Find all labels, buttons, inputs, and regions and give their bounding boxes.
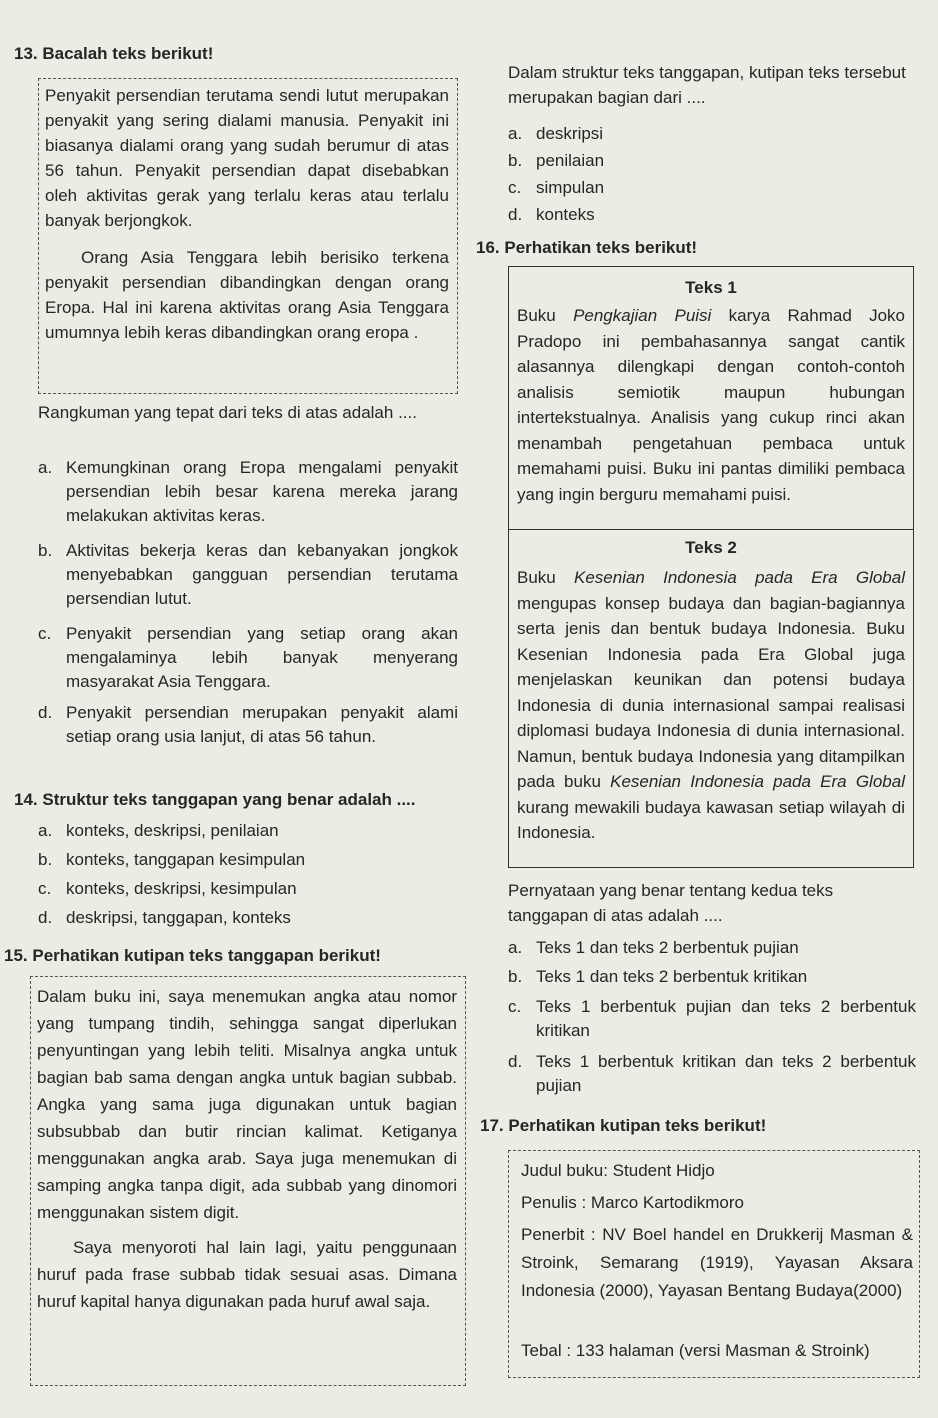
q13-passage (45, 83, 449, 345)
q14-option-b[interactable] (38, 848, 458, 872)
q15-option-b-label: b. (508, 151, 523, 170)
q14-option-c[interactable] (38, 877, 458, 901)
q16-teks1-part2: karya Rahmad Joko Pradopo ini pembahasannya sangat cantik alasannya dilengkapi dengan contoh-contoh analisis semiotik maupun hubungan intertekstualnya. Analisis yang cukup rinci akan menambah pengetahuan pembaca untuk memahami puisi. Buku ini pantas dimiliki pembaca yang ingin berguru memahami puisi. (517, 306, 905, 504)
q17-citation-line-2: Penulis : Marco Kartodikmoro (521, 1193, 744, 1212)
q16-option-a[interactable] (508, 936, 916, 960)
q14-option-d-label: d. (38, 908, 53, 927)
q13-option-c-label: c. (38, 624, 52, 643)
q14-option-b-text: konteks, tanggapan kesimpulan (66, 850, 306, 869)
q15-option-c[interactable] (508, 176, 908, 200)
q15-title: 15. Perhatikan kutipan teks tanggapan berikut! (4, 946, 381, 965)
q13-option-a-label: a. (38, 458, 53, 477)
q13-option-b[interactable] (38, 539, 458, 615)
q17-citation-line-1: Judul buku: Student Hidjo (521, 1161, 715, 1180)
q13-option-c[interactable] (38, 622, 458, 698)
q13-option-d-text: Penyakit persendian merupakan penyakit alami setiap orang usia lanjut, di atas 56 tahun. (66, 703, 458, 746)
q16-teks2-title: Teks 2 (685, 538, 737, 557)
q13-option-b-label: b. (38, 541, 53, 560)
q17-citation-box (508, 1150, 920, 1378)
q16-option-c[interactable] (508, 995, 916, 1045)
q15-passage-box (30, 976, 466, 1386)
q14-option-b-label: b. (38, 850, 53, 869)
q16-option-a-text: Teks 1 dan teks 2 berbentuk pujian (536, 938, 799, 957)
q15-option-a[interactable] (508, 122, 908, 146)
q14-option-a-text: konteks, deskripsi, penilaian (66, 821, 279, 840)
q14-option-a-label: a. (38, 821, 53, 840)
q15-option-a-text: deskripsi (536, 124, 604, 143)
q16-option-d-label: d. (508, 1052, 523, 1071)
q14-option-d[interactable] (38, 906, 458, 930)
q14-option-d-text: deskripsi, tanggapan, konteks (66, 908, 291, 927)
q16-teks1-part1: Buku (517, 306, 574, 325)
q16-teks2-body (517, 565, 905, 846)
q13-question: Rangkuman yang tepat dari teks di atas adalah .... (38, 403, 417, 422)
q13-passage-box (38, 78, 458, 394)
q17-title: 17. Perhatikan kutipan teks berikut! (480, 1116, 767, 1135)
q15-option-a-label: a. (508, 124, 523, 143)
q16-option-d-text: Teks 1 berbentuk kritikan dan teks 2 berbentuk pujian (536, 1052, 916, 1095)
q13-option-c-text: Penyakit persendian yang setiap orang akan mengalaminya lebih banyak menyerang masyarakat Asia Tenggara. (66, 624, 458, 691)
q16-teks1-title: Teks 1 (685, 278, 737, 297)
q14-option-c-text: konteks, deskripsi, kesimpulan (66, 879, 297, 898)
q16-question: Pernyataan yang benar tentang kedua teks tanggapan di atas adalah .... (508, 881, 834, 925)
q16-teks2-book-title-2: Kesenian Indonesia pada Era Global (610, 772, 905, 791)
q14-option-a[interactable] (38, 819, 458, 843)
q13-passage-p2: Orang Asia Tenggara lebih berisiko terkena penyakit persendian dibandingkan dengan orang Eropa. Hal ini karena aktivitas orang Asia Tenggara umumnya lebih keras dibandingkan orang eropa . (45, 248, 449, 342)
q16-teks1-body (517, 303, 905, 507)
q16-divider (509, 529, 913, 530)
q16-option-d[interactable] (508, 1050, 916, 1100)
q13-title: 13. Bacalah teks berikut! (14, 44, 214, 63)
q16-option-b-label: b. (508, 967, 523, 986)
q17-citation-line-3: Penerbit : NV Boel handel en Drukkerij Masman & Stroink, Semarang (1919), Yayasan Aksara Indonesia (2000), Yayasan Bentang Budaya(2000) (521, 1225, 913, 1300)
q15-question: Dalam struktur teks tanggapan, kutipan teks tersebut merupakan bagian dari .... (508, 63, 906, 107)
q15-option-c-label: c. (508, 178, 522, 197)
q13-passage-p1: Penyakit persendian terutama sendi lutut merupakan penyakit yang sering dialami manusia. Penyakit ini biasanya dialami orang yang sudah berumur di atas 56 tahun. Penyakit persendian dapat disebabkan oleh aktivitas gerak yang terlalu keras atau terlalu banyak berjongkok. (45, 86, 449, 230)
q16-option-b-text: Teks 1 dan teks 2 berbentuk kritikan (536, 967, 808, 986)
q16-option-c-text: Teks 1 berbentuk pujian dan teks 2 berbentuk kritikan (536, 997, 916, 1040)
q16-teks2-book-title: Kesenian Indonesia pada Era Global (574, 568, 905, 587)
q15-option-d[interactable] (508, 203, 908, 227)
q15-option-b-text: penilaian (536, 151, 605, 170)
q15-option-d-text: konteks (536, 205, 595, 224)
q16-teks2-part1: Buku (517, 568, 574, 587)
q15-option-d-label: d. (508, 205, 523, 224)
q15-passage (37, 983, 457, 1315)
q16-teks2-part3: kurang mewakili budaya kawasan setiap wilayah di Indonesia. (517, 797, 905, 842)
q14-title: 14. Struktur teks tanggapan yang benar adalah .... (14, 790, 416, 809)
q15-option-b[interactable] (508, 149, 908, 173)
q13-option-a-text: Kemungkinan orang Eropa mengalami penyakit persendian lebih besar karena mereka jarang melakukan aktivitas keras. (66, 458, 458, 525)
q13-option-a[interactable] (38, 456, 458, 532)
q15-option-c-text: simpulan (536, 178, 605, 197)
q16-title: 16. Perhatikan teks berikut! (476, 238, 698, 257)
q15-passage-p2: Saya menyoroti hal lain lagi, yaitu penggunaan huruf pada frase subbab tidak sesuai asas. Dimana huruf kapital hanya digunakan pada huruf awal saja. (37, 1238, 457, 1311)
q16-option-a-label: a. (508, 938, 523, 957)
q16-teks2-part2: mengupas konsep budaya dan bagian-bagiannya serta jenis dan bentuk budaya Indonesia. Buku Kesenian Indonesia pada Era Global juga menjelaskan keunikan dan potensi budaya Indonesia di dunia internasional sampai realisasi diplomasi budaya Indonesia di dunia internasional. Namun, bentuk budaya Indonesia yang ditampilkan pada buku (517, 593, 905, 791)
q16-option-c-label: c. (508, 997, 522, 1016)
q16-option-b[interactable] (508, 965, 916, 989)
q14-option-c-label: c. (38, 879, 52, 898)
q13-option-d[interactable] (38, 701, 458, 777)
q15-passage-p1: Dalam buku ini, saya menemukan angka atau nomor yang tumpang tindih, sehingga sangat diperlukan penyuntingan yang lebih teliti. Misalnya angka untuk bagian bab sama dengan angka untuk bagian subbab. Angka yang sama juga digunakan untuk bagian subsubbab dan butir rincian kalimat. Ketiganya menggunakan angka arab. Saya juga menemukan di samping angka tanpa digit, ada subbab yang dinomori menggunakan sistem digit. (37, 987, 457, 1222)
q13-option-b-text: Aktivitas bekerja keras dan kebanyakan jongkok menyebabkan gangguan persendian terutama persendian lutut. (66, 541, 458, 608)
q16-texts-box (508, 266, 914, 868)
q13-option-d-label: d. (38, 703, 53, 722)
q17-citation-line-4: Tebal : 133 halaman (versi Masman & Stroink) (521, 1341, 870, 1360)
q16-teks1-book-title: Pengkajian Puisi (573, 306, 712, 325)
